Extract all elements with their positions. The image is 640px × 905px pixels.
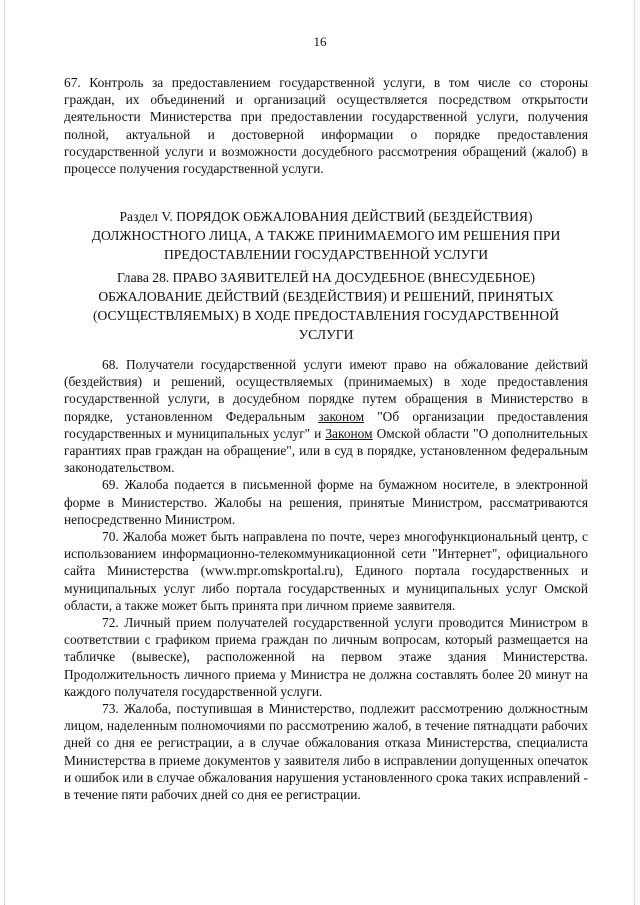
paragraph-68-text-2: "Об организации предоставления государственных и муниципальных услуг" и: [64, 408, 588, 441]
paragraph-70: 70. Жалоба может быть направлена по почте, через многофункциональный центр, с использованием информационно-телекоммуникационной сети "Интернет", официального сайта Министерства (www.mpr.omskportal.ru), Единого портала государственных и муниципальных услуг либо портала государственных и муниципальных услуг Омской области, а также может быть принята при личном приеме заявителя.: [64, 529, 588, 613]
paragraph-68: [64, 356, 588, 476]
page-number: 16: [313, 34, 327, 49]
federal-law-link[interactable]: законом: [318, 408, 365, 424]
section-heading: Раздел V. ПОРЯДОК ОБЖАЛОВАНИЯ ДЕЙСТВИЙ (БЕЗДЕЙСТВИЯ) ДОЛЖНОСТНОГО ЛИЦА, А ТАКЖЕ ПРИНИМАЕМОГО ИМ РЕШЕНИЯ ПРИ ПРЕДОСТАВЛЕНИИ ГОСУДАРСТВЕННОЙ УСЛУГИ: [91, 209, 561, 262]
omsk-law-link[interactable]: Законом: [325, 425, 373, 441]
paragraph-73: 73. Жалоба, поступившая в Министерство, подлежит рассмотрению должностным лицом, наделенным полномочиями по рассмотрению жалоб, в течение пятнадцати рабочих дней со дня ее регистрации, а в случае обжалования отказа Министерства, специалиста Министерства в приеме документов у заявителя либо в исправлении допущенных опечаток и ошибок или в случае обжалования нарушения установленного срока таких исправлений - в течение пяти рабочих дней со дня ее регистрации.: [64, 701, 588, 803]
chapter-heading: Глава 28. ПРАВО ЗАЯВИТЕЛЕЙ НА ДОСУДЕБНОЕ (ВНЕСУДЕБНОЕ) ОБЖАЛОВАНИЕ ДЕЙСТВИЙ (БЕЗДЕЙСТВИЯ) И РЕШЕНИЙ, ПРИНЯТЫХ (ОСУЩЕСТВЛЯЕМЫХ) В ХОДЕ ПРЕДОСТАВЛЕНИЯ ГОСУДАРСТВЕННОЙ УСЛУГИ: [92, 270, 560, 342]
body-paragraphs: [64, 356, 588, 803]
paragraph-72: 72. Личный прием получателей государственной услуги проводится Министром в соответствии с графиком приема граждан по личным вопросам, который размещается на табличке (вывеске), расположенной на первом этаже здания Министерства. Продолжительность личного приема у Министра не должна составлять более 20 минут на каждого получателя государственной услуги.: [64, 615, 588, 699]
paragraph-68-text-1: 68. Получатели государственной услуги имеют право на обжалование действий (бездействия) и решений, осуществляемых (принимаемых) в ходе предоставления государственной услуги, в досудебном порядке путем обращения в Министерство в порядке, установленном Федеральным: [64, 357, 588, 424]
paragraph-68-text-3: Омской области "О дополнительных гарантиях прав граждан на обращение", или в суд в порядке, установленном федеральным законодательством.: [64, 425, 588, 476]
paragraph-69: 69. Жалоба подается в письменной форме на бумажном носителе, в электронной форме в Министерство. Жалобы на решения, принятые Министром, рассматриваются непосредственно Министром.: [64, 477, 588, 527]
paragraph-67: 67. Контроль за предоставлением государственной услуги, в том числе со стороны граждан, их объединений и организаций осуществляется посредством открытости деятельности Министерства при предоставлении государственной услуги, получения полной, актуальной и достоверной информации о порядке предоставления государственной услуги и возможности досудебного рассмотрения обращений (жалоб) в процессе получения государственной услуги.: [64, 75, 588, 177]
scan-edge-left: [4, 0, 6, 905]
scan-edge-right: [634, 0, 636, 905]
